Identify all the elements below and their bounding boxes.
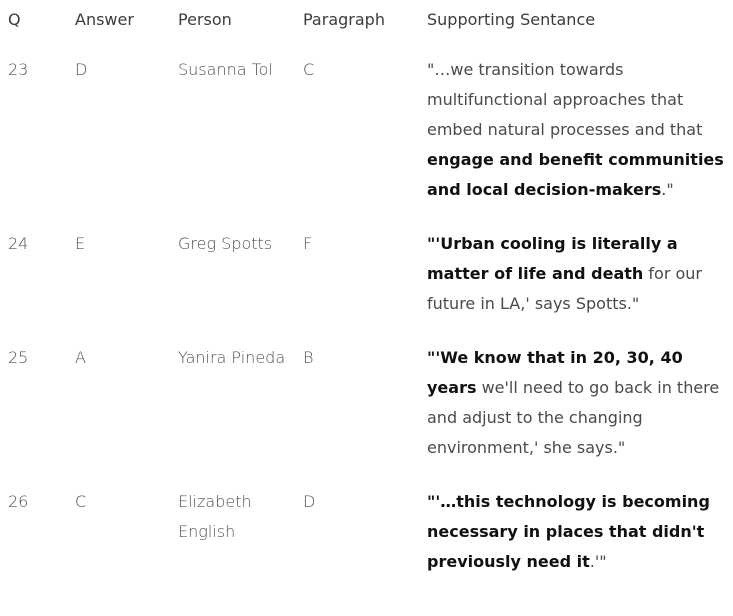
table-row — [0, 487, 733, 601]
paragraph-letter: B — [303, 348, 314, 367]
header-answer: Answer — [75, 10, 134, 29]
sentence-pre-text: " — [427, 234, 436, 253]
table-row — [0, 343, 733, 487]
sentence-tail-text: ." — [661, 180, 674, 199]
person-name: Greg Spotts — [178, 234, 273, 253]
sentence-tail-text: .'" — [589, 552, 607, 571]
answer-letter: D — [75, 60, 88, 79]
paragraph-letter: C — [303, 60, 315, 79]
supporting-sentence — [419, 53, 733, 229]
answer-letter: C — [75, 492, 87, 511]
header-supporting-sentence: Supporting Sentance — [427, 10, 596, 29]
person-name: Susanna Tol — [178, 60, 273, 79]
sentence-plain-text: for our future in LA,' says Spotts." — [427, 264, 702, 313]
question-number: 25 — [8, 348, 29, 367]
answer-letter: E — [75, 234, 86, 253]
sentence-bold-text: 'We know that in 20, 30, 40 years — [427, 348, 683, 397]
header-q: Q — [8, 10, 21, 29]
sentence-plain-text: we'll need to go back in there and adjust to the changing environment,' she says." — [427, 378, 720, 457]
person-name: Elizabeth English — [178, 492, 252, 541]
table-header-row — [0, 0, 733, 53]
answer-letter: A — [75, 348, 86, 367]
supporting-sentence — [419, 487, 733, 601]
sentence-bold-text: this technology is becoming necessary in places that didn't previously need it — [427, 492, 710, 571]
sentence-plain-text: "…we transition towards multifunctional approaches that embed natural processes and that — [427, 60, 703, 139]
sentence-pre-text: " — [427, 348, 436, 367]
header-person: Person — [178, 10, 232, 29]
header-paragraph: Paragraph — [303, 10, 385, 29]
sentence-bold-text: engage and benefit communities and local decision-makers — [427, 150, 724, 199]
paragraph-letter: D — [303, 492, 316, 511]
table-row — [0, 229, 733, 343]
supporting-sentence — [419, 229, 733, 343]
question-number: 23 — [8, 60, 29, 79]
question-number: 24 — [8, 234, 29, 253]
sentence-pre-text: "'… — [427, 492, 457, 511]
sentence-bold-text: 'Urban cooling is literally a matter of life and death — [427, 234, 678, 283]
table-row — [0, 53, 733, 229]
paragraph-letter: F — [303, 234, 313, 253]
supporting-sentence — [419, 343, 733, 487]
question-number: 26 — [8, 492, 29, 511]
person-name: Yanira Pineda — [178, 348, 286, 367]
